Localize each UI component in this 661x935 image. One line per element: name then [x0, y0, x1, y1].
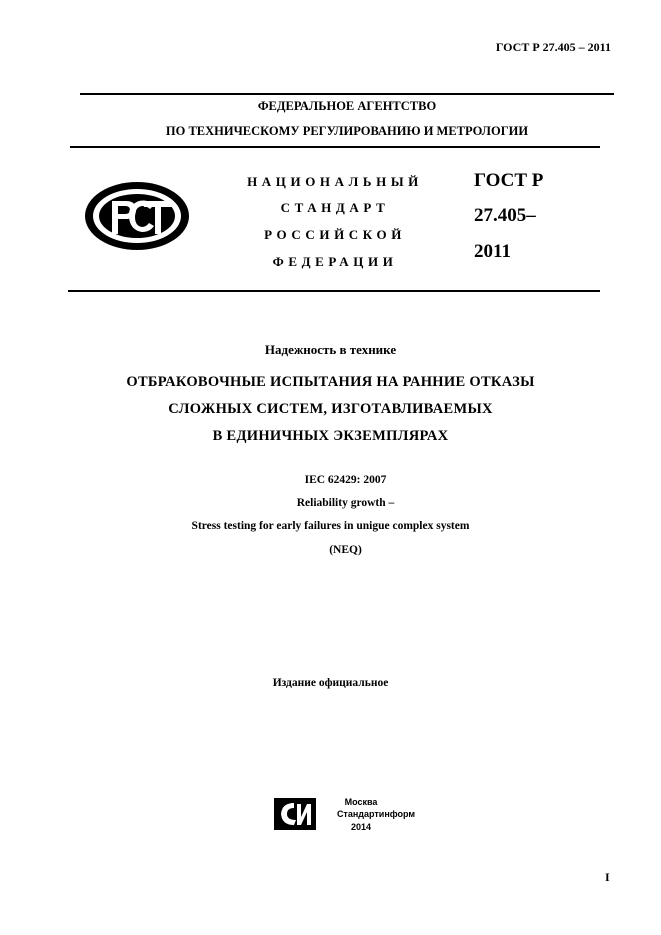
publisher-city: Москва: [344, 797, 378, 807]
reference-title-line-1: Reliability growth –: [296, 497, 395, 509]
standard-type-line-3: РОССИЙСКОЙ: [264, 227, 406, 242]
subject-heading: Надежность в технике: [264, 342, 397, 357]
agency-name-line-2: ПО ТЕХНИЧЕСКОМУ РЕГУЛИРОВАНИЮ И МЕТРОЛОГИИ: [165, 124, 529, 138]
reference-title-line-2: Stress testing for early failures in unigue complex system: [191, 520, 470, 532]
standard-number-line-1: ГОСТ Р: [474, 170, 544, 191]
gost-r-logo-icon: [82, 180, 192, 252]
standard-type-line-1: НАЦИОНАЛЬНЫЙ: [247, 174, 423, 189]
publisher-year: 2014: [350, 822, 372, 832]
document-title-line-3: В ЕДИНИЧНЫХ ЭКЗЕМПЛЯРАХ: [212, 428, 449, 444]
header-bottom-rule: [68, 290, 600, 292]
standard-type-line-4: ФЕДЕРАЦИИ: [272, 254, 398, 269]
standard-type-line-2: СТАНДАРТ: [280, 200, 390, 215]
standard-number-line-2: 27.405–: [474, 205, 536, 226]
document-title-line-1: ОТБРАКОВОЧНЫЕ ИСПЫТАНИЯ НА РАННИЕ ОТКАЗЫ: [126, 374, 535, 390]
document-code: ГОСТ Р 27.405 – 2011: [495, 40, 611, 54]
top-rule: [80, 93, 614, 95]
document-title-line-2: СЛОЖНЫХ СИСТЕМ, ИЗГОТАВЛИВАЕМЫХ: [168, 401, 493, 417]
publisher-name: Стандартинформ: [336, 809, 416, 819]
edition-note: Издание официальное: [272, 677, 389, 689]
agency-divider-rule: [70, 146, 600, 148]
page-number: I: [605, 870, 610, 884]
reference-equivalence: (NEQ): [329, 544, 362, 556]
agency-name-line-1: ФЕДЕРАЛЬНОЕ АГЕНТСТВО: [257, 99, 437, 113]
standartinform-logo-icon: [272, 797, 318, 831]
reference-standard-code: IEC 62429: 2007: [304, 474, 387, 486]
standard-number-line-3: 2011: [474, 241, 511, 262]
